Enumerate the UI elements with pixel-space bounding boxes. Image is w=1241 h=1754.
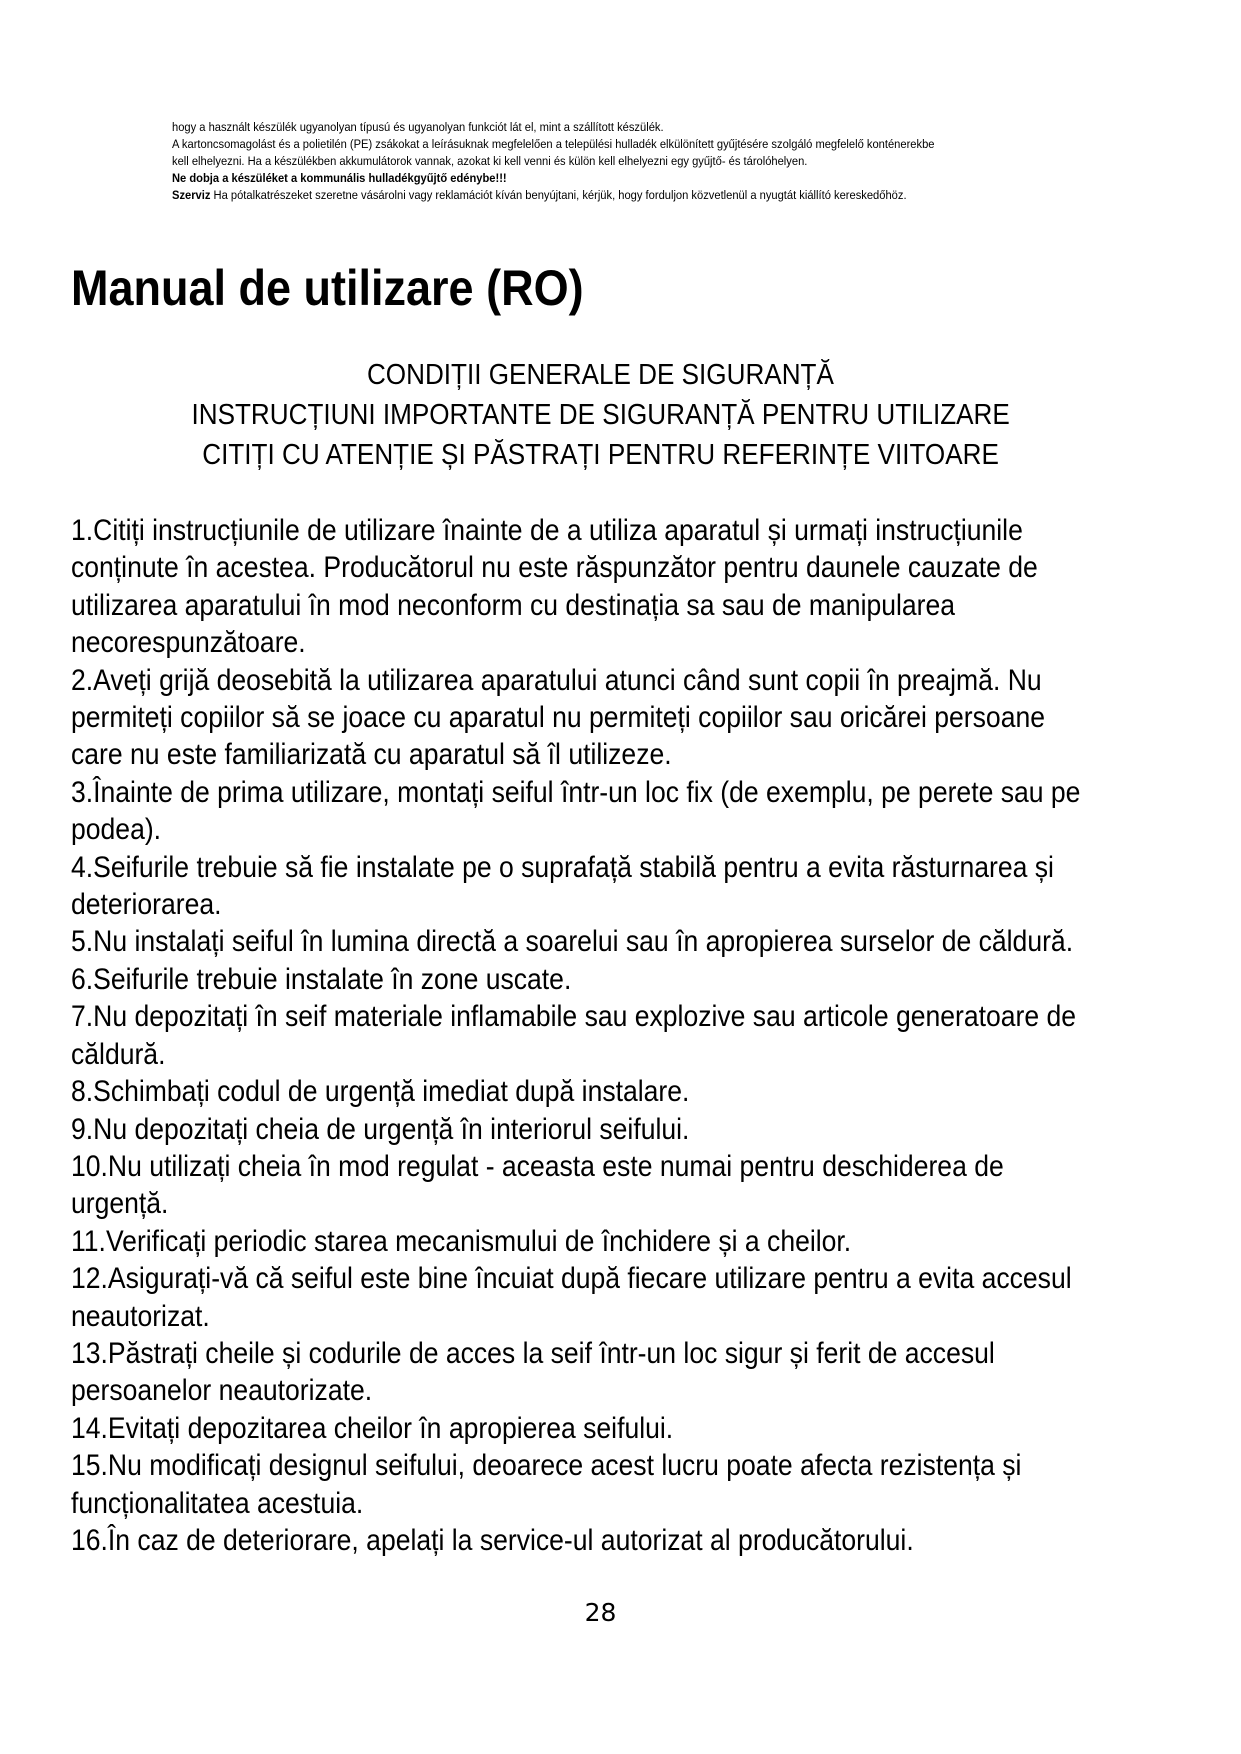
safety-heading-1: CONDIȚII GENERALE DE SIGURANȚĂ <box>367 359 834 391</box>
safety-rule-2: 2.Aveți grijă deosebită la utilizarea aparatului atunci când sunt copii în preajmă. Nu permiteți copiilor să se joace cu aparatul nu permiteți copiilor sau oricărei persoane care nu este familiarizată cu aparatul să îl utilizeze. <box>71 663 1045 772</box>
safety-heading-3: CITIȚI CU ATENȚIE ȘI PĂSTRAȚI PENTRU REFERINȚE VIITOARE <box>202 439 999 471</box>
page-number: 28 <box>584 1598 617 1627</box>
safety-rule-4: 4.Seifurile trebuie să fie instalate pe o suprafață stabilă pentru a evita răsturnarea și deteriorarea. <box>71 850 1054 922</box>
safety-heading-2: INSTRUCȚIUNI IMPORTANTE DE SIGURANȚĂ PENTRU UTILIZARE <box>191 399 1010 431</box>
safety-rule-16: 16.În caz de deteriorare, apelați la service-ul autorizat al producătorului. <box>71 1523 914 1557</box>
hu-warning: Ne dobja a készüléket a kommunális hulladékgyűjtő edénybe!!! <box>172 171 507 185</box>
safety-rule-13: 13.Păstrați cheile și codurile de acces la seif într-un loc sigur și ferit de accesul persoanelor neautorizate. <box>71 1336 995 1408</box>
hu-service-text: Ha pótalkatrészeket szeretne vásárolni vagy reklamációt kíván benyújtani, kérjük, hogy forduljon közvetlenül a nyugtát kiállító kereskedőhöz. <box>210 188 907 202</box>
hu-line-2: A kartoncsomagolást és a polietilén (PE) zsákokat a leírásuknak megfelelően a települési hulladék elkülönített gyűjtésére szolgáló megfelelő konténerekbe <box>172 137 935 151</box>
safety-rule-12: 12.Asigurați-vă că seiful este bine încuiat după fiecare utilizare pentru a evita accesul neautorizat. <box>71 1262 1072 1333</box>
hu-service-line <box>172 187 1072 204</box>
hu-warning-line <box>172 170 1072 187</box>
safety-rule-3: 3.Înainte de prima utilizare, montați seiful într-un loc fix (de exemplu, pe perete sau pe podea). <box>71 775 1081 847</box>
hu-line-1: hogy a használt készülék ugyanolyan típusú és ugyanolyan funkciót lát el, mint a szállított készülék. <box>172 120 664 134</box>
safety-rule-9: 9.Nu depozitați cheia de urgență în interiorul seifului. <box>71 1112 690 1146</box>
safety-rule-5: 5.Nu instalați seiful în lumina directă a soarelui sau în apropierea surselor de căldură. <box>71 925 1074 959</box>
safety-rule-6: 6.Seifurile trebuie instalate în zone uscate. <box>71 962 572 996</box>
safety-rule-10: 10.Nu utilizați cheia în mod regulat - aceasta este numai pentru deschiderea de urgență. <box>71 1149 1004 1221</box>
safety-rule-11: 11.Verificați periodic starea mecanismului de închidere și a cheilor. <box>71 1224 852 1258</box>
page-title: Manual de utilizare (RO) <box>71 260 584 316</box>
hu-service-label: Szerviz <box>172 188 211 202</box>
hu-line-3: kell elhelyezni. Ha a készülékben akkumulátorok vannak, azokat ki kell venni és külön kell elhelyezni egy gyűjtő- és tárolóhelyen. <box>172 154 808 168</box>
safety-rule-1: 1.Citiți instrucțiunile de utilizare înainte de a utiliza aparatul și urmați instrucțiunile conținute în acestea. Producătorul nu este răspunzător pentru daunele cauzate de utilizarea aparatului în mod neconform cu destinația sa sau de manipularea necorespunzătoare. <box>71 514 1038 660</box>
safety-rule-7: 7.Nu depozitați în seif materiale inflamabile sau explozive sau articole generatoare de căldură. <box>71 1000 1077 1071</box>
safety-rule-15: 15.Nu modificați designul seifului, deoarece acest lucru poate afecta rezistența și funcționalitatea acestuia. <box>71 1449 1022 1520</box>
safety-headings <box>0 355 1201 475</box>
safety-rule-8: 8.Schimbați codul de urgență imediat după instalare. <box>71 1075 690 1109</box>
safety-rule-14: 14.Evitați depozitarea cheilor în apropierea seifului. <box>71 1411 674 1445</box>
safety-rules-list <box>71 512 1088 1559</box>
hungarian-disposal-notice <box>172 119 1072 204</box>
